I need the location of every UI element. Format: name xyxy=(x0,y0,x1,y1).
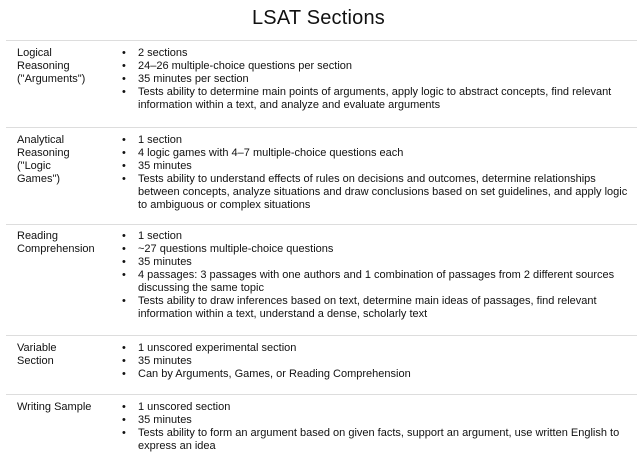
section-bullet: • ~27 questions multiple-choice questions xyxy=(114,243,637,256)
section-label-line: Games") xyxy=(17,173,61,185)
section-bullet: • 35 minutes per section xyxy=(114,73,637,86)
section-label-line: Variable xyxy=(17,342,57,354)
section-label-line: Reading xyxy=(17,230,58,242)
section-label xyxy=(6,47,114,127)
section-bullet: • 1 unscored section xyxy=(114,401,637,414)
section-bullet: • Tests ability to form an argument based on given facts, support an argument, use written English to express an idea xyxy=(114,427,637,453)
section-bullet: • 35 minutes xyxy=(114,160,637,173)
section-label-line: Analytical xyxy=(17,134,65,146)
section-bullet: • 4 passages: 3 passages with one authors and 1 combination of passages from 2 different sources discussing the same topic xyxy=(114,269,637,295)
section-bullet-list xyxy=(114,401,637,454)
section-bullet: • Can by Arguments, Games, or Reading Comprehension xyxy=(114,368,637,381)
section-label-line: Writing Sample xyxy=(17,401,92,413)
section-label-line: ("Logic xyxy=(17,160,51,172)
section-bullet: • 4 logic games with 4–7 multiple-choice questions each xyxy=(114,147,637,160)
section-bullet: • 35 minutes xyxy=(114,355,637,368)
section-bullet-list xyxy=(114,342,637,394)
section-bullet: • 1 unscored experimental section xyxy=(114,342,637,355)
section-row-reading-comprehension xyxy=(6,224,637,335)
section-row-writing-sample xyxy=(6,394,637,454)
section-label-line: Reasoning xyxy=(17,147,70,159)
section-bullet-list xyxy=(114,230,637,335)
section-label-line: Section xyxy=(17,355,54,367)
section-bullet: • 1 section xyxy=(114,230,637,243)
section-label xyxy=(6,230,114,335)
section-row-analytical-reasoning xyxy=(6,127,637,224)
section-bullet-list xyxy=(114,134,637,224)
page-title: LSAT Sections xyxy=(251,7,386,29)
section-bullet-list xyxy=(114,47,637,127)
section-label-line: Comprehension xyxy=(17,243,95,255)
section-bullet: • Tests ability to draw inferences based on text, determine main ideas of passages, find relevant information within a text, understand a dense, scholarly text xyxy=(114,295,637,321)
section-label-line: ("Arguments") xyxy=(17,73,86,85)
section-bullet: • 2 sections xyxy=(114,47,637,60)
section-row-logical-reasoning xyxy=(6,40,637,127)
section-label xyxy=(6,342,114,394)
section-bullet: • 35 minutes xyxy=(114,256,637,269)
section-bullet: • 24–26 multiple-choice questions per section xyxy=(114,60,637,73)
section-row-variable-section xyxy=(6,335,637,394)
section-bullet: • 1 section xyxy=(114,134,637,147)
section-bullet: • 35 minutes xyxy=(114,414,637,427)
section-label xyxy=(6,401,114,454)
section-label-line: Reasoning xyxy=(17,60,70,72)
section-bullet: • Tests ability to understand effects of rules on decisions and outcomes, determine relationships between concepts, analyze situations and draw conclusions based on set guidelines, and apply logic to ambiguous or complex situations xyxy=(114,173,637,212)
section-bullet: • Tests ability to determine main points of arguments, apply logic to abstract concepts, find relevant information within a text, and analyze and evaluate arguments xyxy=(114,86,637,112)
sections-table xyxy=(6,40,637,454)
section-label xyxy=(6,134,114,224)
section-label-line: Logical xyxy=(17,47,52,59)
